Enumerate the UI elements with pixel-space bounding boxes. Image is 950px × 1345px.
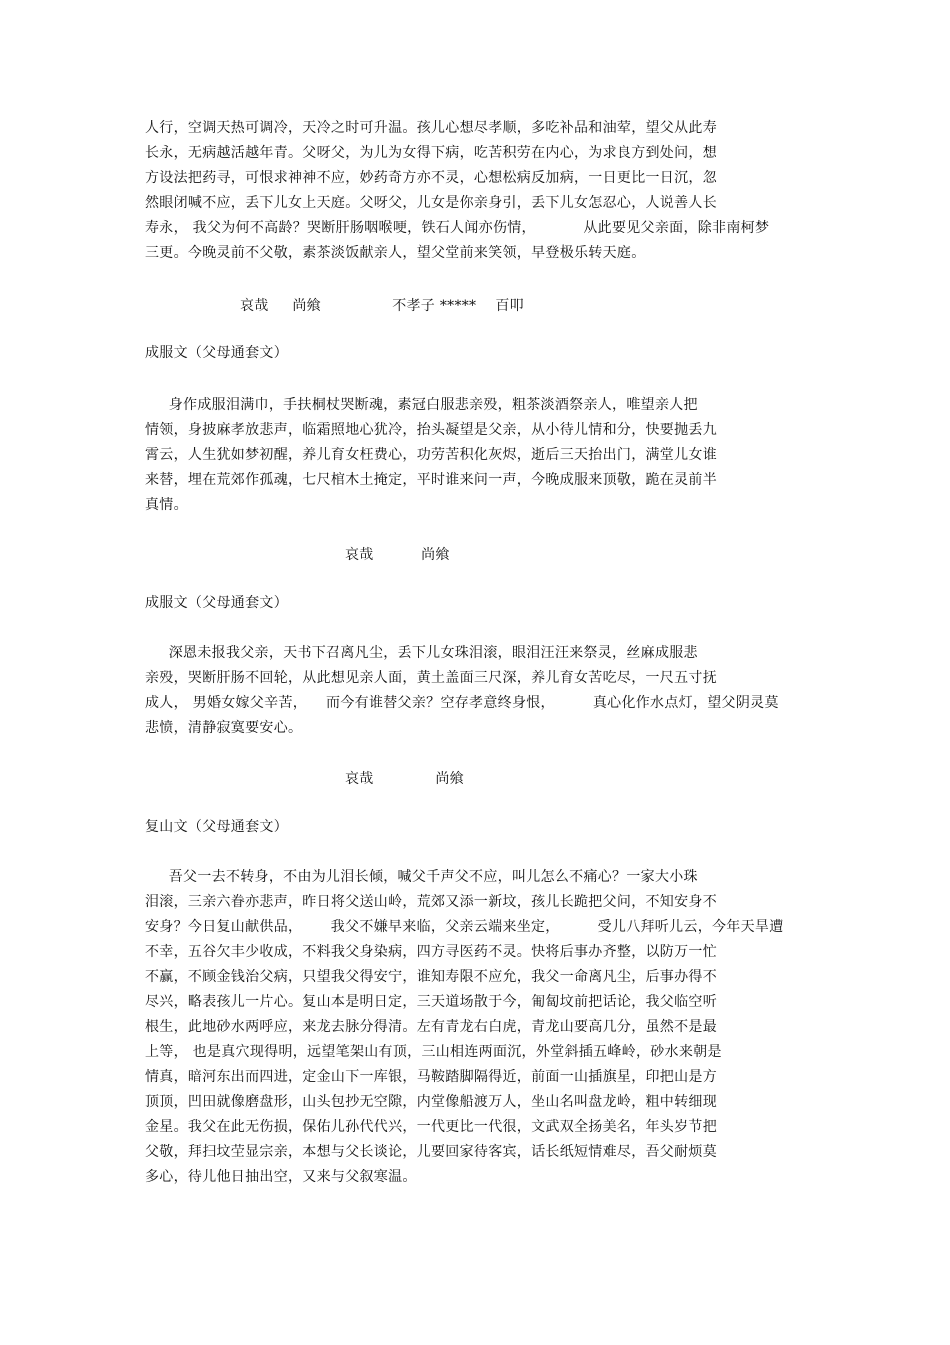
paragraph-line: 三更。今晚灵前不父敬，素茶淡饭献亲人，望父堂前来笑领，早登极乐转天庭。: [145, 245, 646, 261]
closing-line: 哀哉 尚飨: [345, 547, 450, 563]
closing-line: 哀哉 尚飨 不孝子 ***** 百叩: [240, 298, 524, 314]
paragraph-line: 长永，无病越活越年青。父呀父，为儿为女得下病，吃苦积劳在内心，为求良方到处问，想: [145, 145, 717, 161]
paragraph-line: 成人， 男婚女嫁父辛苦， 而今有谁替父亲？空存孝意终身恨， 真心化作水点灯，望父阴灵莫: [145, 695, 779, 711]
paragraph-line: 情真，暗河东出而四进，定金山下一库银，马鞍踏脚隔得近，前面一山插旗星，印把山是方: [145, 1069, 717, 1085]
paragraph-line: 尽兴，略表孩儿一片心。复山本是明日定，三天道场散于今，匍匐坟前把话论，我父临空听: [145, 994, 717, 1010]
paragraph-line: 顶顶，凹田就像磨盘形，山头包抄无空隙，内堂像船渡万人，坐山名叫盘龙岭，粗中转细现: [145, 1094, 717, 1110]
section-title: 成服文（父母通套文）: [145, 595, 288, 611]
paragraph-line: 方设法把药寻，可恨求神神不应，妙药奇方亦不灵，心想松病反加病，一日更比一日沉，忽: [145, 170, 717, 186]
paragraph-line: 人行，空调天热可调冷，天冷之时可升温。孩儿心想尽孝顺，多吃补品和油荤，望父从此寿: [145, 120, 717, 136]
paragraph-line: 吾父一去不转身，不由为儿泪长倾，喊父千声父不应，叫儿怎么不痛心？一家大小珠: [145, 869, 698, 885]
paragraph-line: 真情。: [145, 497, 188, 513]
paragraph-line: 情领，身披麻孝放悲声，临霜照地心犹冷，抬头凝望是父亲，从小待儿情和分，快要抛丢九: [145, 422, 717, 438]
section-title: 复山文（父母通套文）: [145, 819, 288, 835]
paragraph-line: 父敬，拜扫坟茔显宗亲，本想与父长谈论，儿要回家待客宾，话长纸短情难尽，吾父耐烦莫: [145, 1144, 717, 1160]
paragraph-line: 悲愤，清静寂寞要安心。: [145, 720, 303, 736]
paragraph-line: 安身？今日复山献供品， 我父不嫌早来临，父亲云端来坐定， 受儿八拜听儿云，今年天旱遭: [145, 919, 784, 935]
paragraph-line: 根生，此地砂水两呼应，来龙去脉分得清。左有青龙右白虎，青龙山要高几分，虽然不是最: [145, 1019, 717, 1035]
paragraph-line: 金星。我父在此无伤损，保佑儿孙代代兴，一代更比一代很，文武双全扬美名，年头岁节把: [145, 1119, 717, 1135]
paragraph-line: 来替，埋在荒郊作孤魂，七尺棺木土掩定，平时谁来问一声，今晚成服来顶敬，跪在灵前半: [145, 472, 717, 488]
paragraph-line: 亲殁，哭断肝肠不回轮，从此想见亲人面，黄土盖面三尺深，养儿育女苦吃尽，一尺五寸抚: [145, 670, 717, 686]
paragraph-line: 身作成服泪满巾，手扶桐杖哭断魂，素冠白服悲亲殁，粗茶淡酒祭亲人，唯望亲人把: [145, 397, 698, 413]
paragraph-line: 然眼闭喊不应，丢下儿女上天庭。父呀父，儿女是你亲身引，丢下儿女怎忍心，人说善人长: [145, 195, 717, 211]
paragraph-line: 霄云，人生犹如梦初醒，养儿育女枉费心，功劳苦积化灰烬，逝后三天抬出门，满堂儿女谁: [145, 447, 717, 463]
paragraph-line: 不赢，不顾金钱治父病，只望我父得安宁，谁知寿限不应允，我父一命离凡尘，后事办得不: [145, 969, 717, 985]
paragraph-line: 深恩未报我父亲，天书下召离凡尘，丢下儿女珠泪滚，眼泪汪汪来祭灵，丝麻成服悲: [145, 645, 698, 661]
paragraph-line: 多心，待儿他日抽出空，又来与父叙寒温。: [145, 1169, 417, 1185]
closing-line: 哀哉 尚飨: [345, 771, 464, 787]
section-title: 成服文（父母通套文）: [145, 345, 288, 361]
paragraph-line: 上等， 也是真穴现得明，远望笔架山有顶，三山相连两面沉，外堂斜插五峰岭，砂水来朝是: [145, 1044, 722, 1060]
paragraph-line: 不幸，五谷欠丰少收成，不料我父身染病，四方寻医药不灵。快将后事办齐整，以防万一忙: [145, 944, 717, 960]
paragraph-line: 寿永， 我父为何不高龄？哭断肝肠咽喉哽，铁石人闻亦伤情， 从此要见父亲面，除非南柯梦: [145, 220, 770, 236]
paragraph-line: 泪滚，三亲六眷亦悲声，昨日将父送山岭，荒郊又添一新坟，孩儿长跪把父问，不知安身不: [145, 894, 717, 910]
